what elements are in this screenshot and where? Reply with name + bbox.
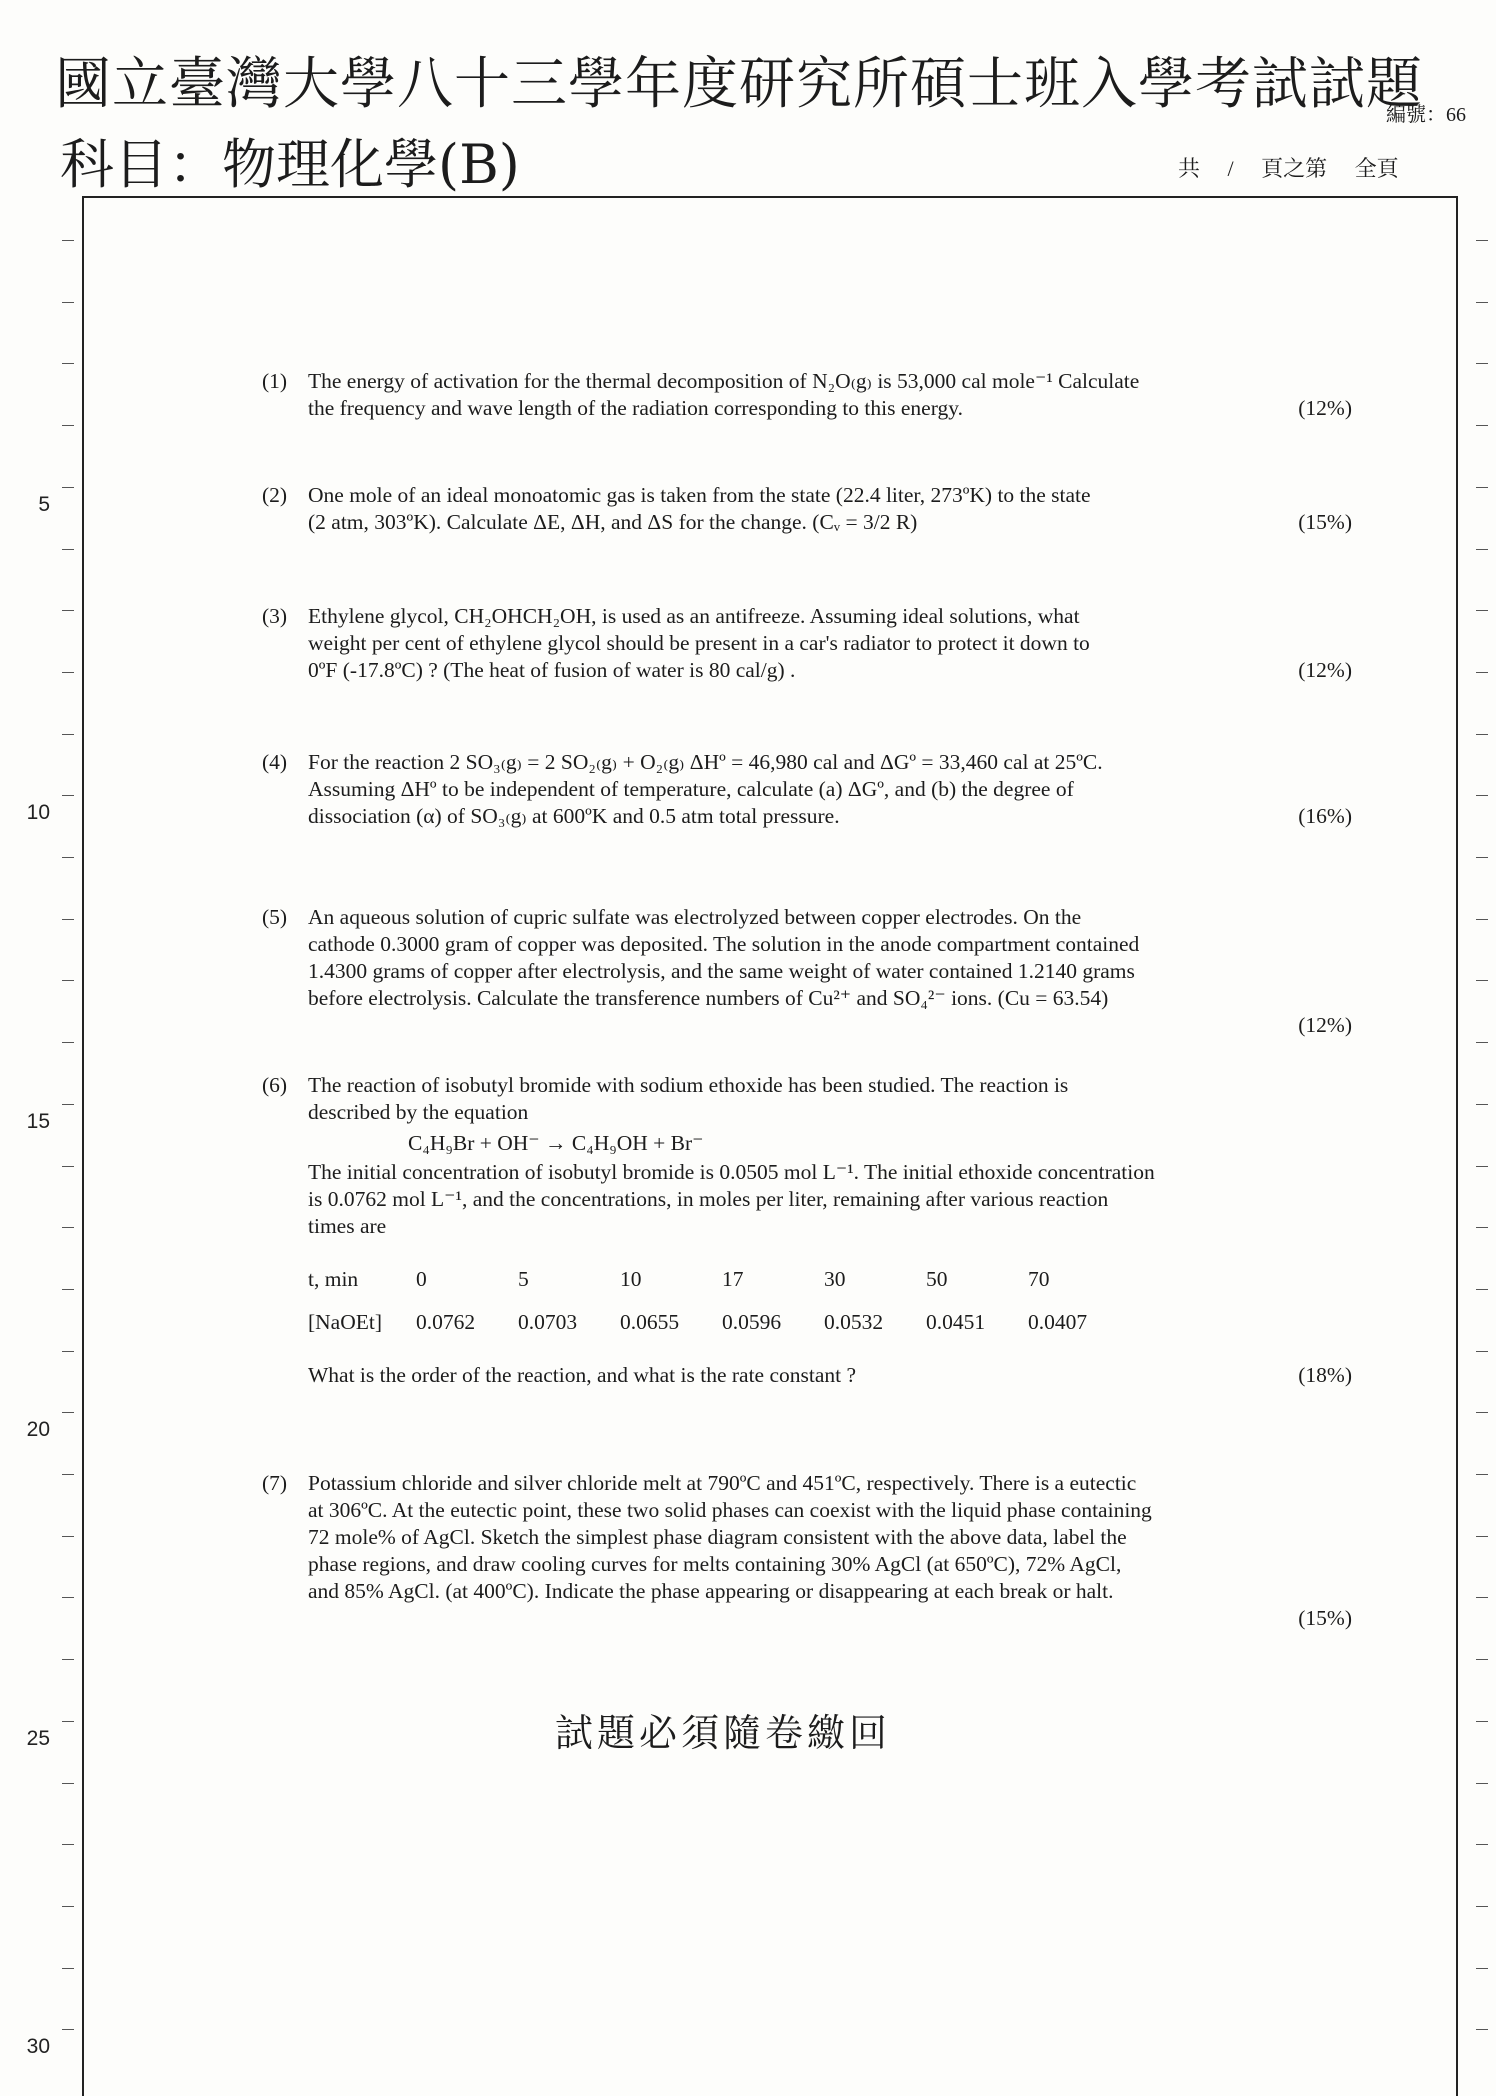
question-line: 72 mole% of AgCl. Sketch the simplest phase diagram consistent with the above data, label the [308,1525,1127,1549]
margin-tick [62,302,74,303]
question-line: the frequency and wave length of the radiation corresponding to this energy. [308,396,963,420]
table-cell: 0.0703 [518,1310,578,1334]
margin-tick [1476,610,1488,611]
concentration-table [308,1258,1130,1344]
margin-number: 5 [38,493,50,516]
margin-tick [62,1042,74,1043]
question-line: The energy of activation for the thermal decomposition of N₂O₍g₎ is 53,000 cal mole⁻¹ Calculate [308,369,1140,393]
points-label: (15%) [1298,510,1352,534]
table-cell: 17 [722,1267,744,1291]
question-line: Ethylene glycol, CH₂OHCH₂OH, is used as an antifreeze. Assuming ideal solutions, what [308,604,1080,628]
margin-tick [1476,1351,1488,1352]
margin-tick [62,425,74,426]
margin-tick [1476,1721,1488,1722]
table-cell: 0.0451 [926,1310,986,1334]
table-cell: 30 [824,1267,846,1291]
subject-title: 科目：物理化學(B) [60,133,520,196]
margin-tick [62,1227,74,1228]
question-line: dissociation (α) of SO₃₍g₎ at 600ºK and 0.5 atm total pressure. [308,804,840,828]
margin-tick [1476,1474,1488,1475]
question-line: The reaction of isobutyl bromide with sodium ethoxide has been studied. The reaction is [308,1073,1069,1097]
question-number: (2) [262,483,288,507]
table-header-cell: t, min [308,1267,359,1291]
margin-tick [62,487,74,488]
margin-tick [62,1906,74,1907]
question-line: For the reaction 2 SO₃₍g₎ = 2 SO₂₍g₎ + O₂₍g₎ ΔHº = 46,980 cal and ΔGº = 33,460 cal at 25ºC. [308,750,1103,774]
table-cell: 50 [926,1267,948,1291]
margin-number: 15 [26,1110,50,1133]
table-cell: 70 [1028,1267,1050,1291]
margin-tick [62,1783,74,1784]
margin-tick [1476,1536,1488,1537]
reaction-equation: C₄H₉Br + OH⁻ → C₄H₉OH + Br⁻ [408,1131,704,1155]
margin-tick [62,734,74,735]
margin-tick [62,1166,74,1167]
margin-tick [1476,734,1488,735]
margin-tick [1476,1412,1488,1413]
page-total-label: 共 [1178,156,1201,181]
margin-tick [62,1474,74,1475]
margin-tick [1476,857,1488,858]
margin-tick [1476,1783,1488,1784]
table-header-cell: [NaOEt] [308,1310,383,1334]
margin-number: 20 [26,1418,50,1441]
table-cell: 5 [518,1267,529,1291]
question-4 [262,749,1352,830]
margin-tick [62,919,74,920]
question-1 [262,368,1352,422]
question-line: is 0.0762 mol L⁻¹, and the concentrations, in moles per liter, remaining after various reaction [308,1187,1109,1211]
margin-number: 10 [26,801,50,824]
question-number: (7) [262,1471,288,1495]
question-3 [262,603,1352,684]
margin-tick [62,980,74,981]
question-line: weight per cent of ethylene glycol should be present in a car's radiator to protect it down to [308,631,1090,655]
page-of-label: 頁之第 [1261,156,1328,181]
question-5 [262,904,1352,1039]
margin-tick [1476,795,1488,796]
margin-tick [62,1351,74,1352]
margin-tick [62,1289,74,1290]
margin-tick [1476,1597,1488,1598]
question-number: (5) [262,905,288,929]
question-line: and 85% AgCl. (at 400ºC). Indicate the phase appearing or disappearing at each break or halt. [308,1579,1114,1603]
margin-number: 30 [26,2035,50,2058]
margin-tick [1476,1042,1488,1043]
margin-tick [1476,1104,1488,1105]
margin-tick [62,363,74,364]
margin-tick [62,1968,74,1969]
margin-tick [62,795,74,796]
margin-tick [62,1104,74,1105]
margin-tick [62,1659,74,1660]
question-number: (6) [262,1073,288,1097]
points-label: (15%) [1298,1606,1352,1630]
margin-tick [1476,1659,1488,1660]
question-number: (4) [262,750,288,774]
margin-tick [62,1844,74,1845]
question-number: (1) [262,369,288,393]
question-line: An aqueous solution of cupric sulfate was electrolyzed between copper electrodes. On the [308,905,1082,929]
margin-tick [1476,1906,1488,1907]
question-line: What is the order of the reaction, and what is the rate constant ? [308,1363,857,1387]
margin-tick [62,857,74,858]
question-line: The initial concentration of isobutyl bromide is 0.0505 mol L⁻¹. The initial ethoxide concentration [308,1160,1155,1184]
margin-number: 25 [26,1727,50,1750]
margin-tick [1476,1289,1488,1290]
question-line: One mole of an ideal monoatomic gas is taken from the state (22.4 liter, 273ºK) to the state [308,483,1091,507]
points-label: (12%) [1298,1013,1352,1037]
points-label: (16%) [1298,804,1352,828]
margin-tick [1476,672,1488,673]
margin-tick [1476,1227,1488,1228]
margin-tick [1476,1166,1488,1167]
margin-tick [62,1597,74,1598]
margin-tick [1476,549,1488,550]
question-7 [262,1470,1352,1632]
margin-tick [62,610,74,611]
question-line: before electrolysis. Calculate the transference numbers of Cu²⁺ and SO₄²⁻ ions. (Cu = 63.54) [308,986,1109,1010]
margin-tick [1476,425,1488,426]
margin-tick [1476,980,1488,981]
question-line: (2 atm, 303ºK). Calculate ΔE, ΔH, and ΔS for the change. (Cᵥ = 3/2 R) [308,510,918,534]
question-6 [262,1072,1352,1389]
question-line: cathode 0.3000 gram of copper was deposited. The solution in the anode compartment contained [308,932,1140,956]
page-separator: / [1227,156,1234,181]
margin-tick [1476,2029,1488,2030]
margin-tick [62,1412,74,1413]
table-cell: 0.0596 [722,1310,782,1334]
return-notice-stamp: 試題必須隨卷繳回 [555,1711,892,1755]
margin-tick [1476,919,1488,920]
margin-tick [62,549,74,550]
page-indicator [1178,152,1421,183]
question-line: 1.4300 grams of copper after electrolysis, and the same weight of water contained 1.2140 grams [308,959,1135,983]
question-line: times are [308,1214,387,1238]
margin-tick [1476,302,1488,303]
points-label: (12%) [1298,658,1352,682]
table-row [308,1258,1130,1301]
table-cell: 0.0407 [1028,1310,1088,1334]
points-label: (18%) [1298,1363,1352,1387]
table-cell: 0 [416,1267,427,1291]
table-cell: 10 [620,1267,642,1291]
question-line: Assuming ΔHº to be independent of temperature, calculate (a) ΔGº, and (b) the degree of [308,777,1074,801]
margin-tick [1476,487,1488,488]
page-current: 全頁 [1354,156,1399,181]
points-label: (12%) [1298,396,1352,420]
table-cell: 0.0762 [416,1310,476,1334]
question-line: phase regions, and draw cooling curves for melts containing 30% AgCl (at 650ºC), 72% AgCl, [308,1552,1122,1576]
exam-title: 國立臺灣大學八十三學年度研究所碩士班入學考試試題 [55,52,1423,117]
question-line: at 306ºC. At the eutectic point, these two solid phases can coexist with the liquid phase containing [308,1498,1152,1522]
margin-tick [62,672,74,673]
question-line: 0ºF (-17.8ºC) ? (The heat of fusion of water is 80 cal/g) . [308,658,796,682]
question-line: described by the equation [308,1100,529,1124]
table-row [308,1301,1130,1344]
table-cell: 0.0532 [824,1310,884,1334]
question-number: (3) [262,604,288,628]
margin-tick [1476,363,1488,364]
question-2 [262,482,1352,536]
exam-code: 編號：66 [1386,104,1466,126]
margin-tick [1476,1968,1488,1969]
margin-tick [62,1721,74,1722]
margin-tick [62,2029,74,2030]
table-cell: 0.0655 [620,1310,680,1334]
margin-tick [62,1536,74,1537]
margin-tick [1476,1844,1488,1845]
margin-tick [62,240,74,241]
margin-tick [1476,240,1488,241]
question-line: Potassium chloride and silver chloride melt at 790ºC and 451ºC, respectively. There is a eutectic [308,1471,1137,1495]
